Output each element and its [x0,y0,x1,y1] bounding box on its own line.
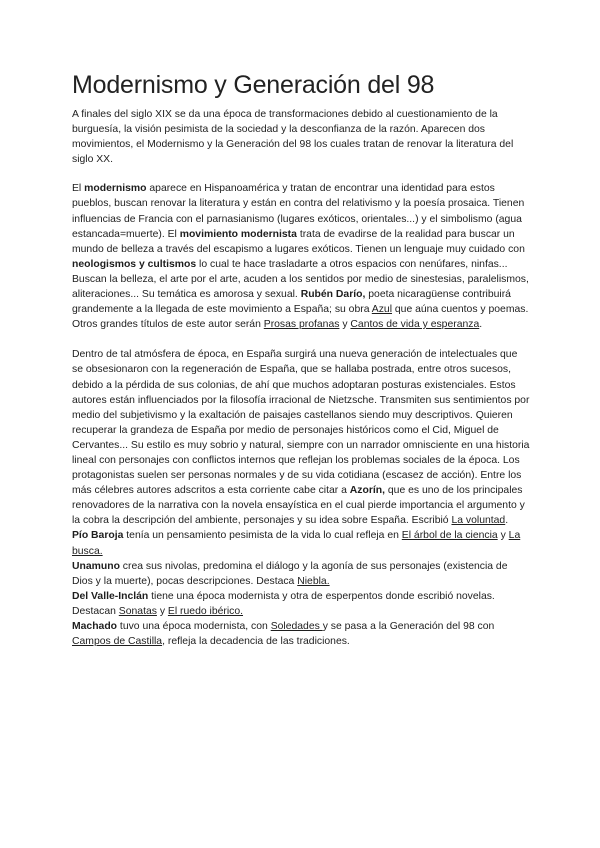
term-movimiento-modernista: movimiento modernista [179,228,297,240]
work-la-busca: La busca. [72,530,521,557]
author-valle-inclan: Del Valle-Inclán [72,590,149,602]
work-sonatas: Sonatas [118,605,157,617]
author-azorin: Azorín, [349,485,386,497]
page-title: Modernismo y Generación del 98 [72,71,435,99]
work-campos-de-castilla: Campos de Castilla [72,636,163,648]
intro-paragraph: A finales del siglo XIX se da una época de transformaciones debido al cuestionamiento de la burguesía, la visión pesimista de la sociedad y la desconfianza de la razón. Aparecen dos movimientos, el Modernismo y la Generación del 98 los cuales tratan de renovar la literatura del siglo XX. [72,109,514,166]
work-la-voluntad: La voluntad [451,515,506,527]
valle-inclan-paragraph: Del Valle-Inclán tiene una época modernista y otra de esperpentos donde escribió novelas. Destacan Sonatas y El ruedo ibérico. [72,590,495,617]
author-machado: Machado [72,621,118,632]
work-soledades: Soledades [270,621,323,632]
unamuno-paragraph: Unamuno crea sus nivolas, predomina el diálogo y la agonía de sus personajes (existencia de Dios y la muerte), pocas descripciones. Destaca Niebla. [72,560,508,587]
author-unamuno: Unamuno [72,560,120,572]
author-ruben-dario: Rubén Darío, [300,289,366,301]
modernismo-paragraph: El modernismo aparece en Hispanoamérica y tratan de encontrar una identidad para estos pueblos, buscan renovar la literatura y están en contra del relativismo y la poesía prosaica. Tienen influencias de Francia con el parnasianismo (lugares exóticos, orientales...) y el simbolismo (agua estancada=muerte). El movimiento modernista trata de evadirse de la realidad para buscar un mundo de belleza a través del escapismo a lugares exóticos. Tienen un lenguaje muy cuidado con neologismos y cultismos lo cual te hace trasladarte a otros espacios con nenúfares, ninfas... Buscan la belleza, el arte por el arte, acuden a los sentidos por medio de sinestesias, paralelismos, aliteraciones... Su temática es amorosa y sexual. Rubén Darío, poeta nicaragüense contribuirá grandemente a la llegada de este movimiento a España; su obra Azul que aúna cuentos y poemas. Otros grandes títulos de este autor serán Prosas profanas y Cantos de vida y esperanza. [72,183,529,331]
work-cantos-de-vida: Cantos de vida y esperanza [350,319,480,331]
work-el-ruedo-iberico: El ruedo ibérico. [167,605,244,617]
work-el-arbol-de-la-ciencia: El árbol de la ciencia [401,530,498,542]
generacion-paragraph: Dentro de tal atmósfera de época, en España surgirá una nueva generación de intelectuales que se obsesionaron con la regeneración de España, que se hallaba postrada, entre otros sucesos, debido a la pérdida de sus colonias, de ahí que muchos adoptaran posturas existenciales. Estos autores están influenciados por la filosofía irracional de Nietzsche. Transmiten sus sentimientos por medio del subjetivismo y la exaltación de paisajes castellanos siendo muy descriptivos. Quieren recuperar la grandeza de España por medio de personajes históricos como el Cid, Miguel de Cervantes... Su estilo es muy sobrio y natural, siempre con un narrador omnisciente en una historia lineal con personajes con conflictos internos que reflejan los problemas sociales de la época. Los protagonistas suelen ser personas normales y de su vida cotidiana (escasez de acción). Entre los más célebres autores adscritos a esta corriente cabe citar a Azorín, que es uno de los principales renovadores de la narrativa con la novela ensayística en el cual pierde importancia el argumento y la cobra la descripción del ambiente, personajes y su idea sobre España. Escribió La voluntad. [72,349,530,527]
machado-paragraph: Machado tuvo una época modernista, con Soledades y se pasa a la Generación del 98 con Campos de Castilla, refleja la decadencia de las tradiciones. [72,621,495,648]
baroja-paragraph: Pío Baroja tenía un pensamiento pesimista de la vida lo cual refleja en El árbol de la ciencia y La busca. [72,530,521,557]
work-niebla: Niebla. [297,575,330,587]
term-neologismos: neologismos y cultismos [72,258,197,270]
work-azul: Azul [371,304,393,316]
work-prosas-profanas: Prosas profanas [263,319,340,331]
term-modernismo: modernismo [84,183,147,195]
author-pio-baroja: Pío Baroja [72,530,124,542]
